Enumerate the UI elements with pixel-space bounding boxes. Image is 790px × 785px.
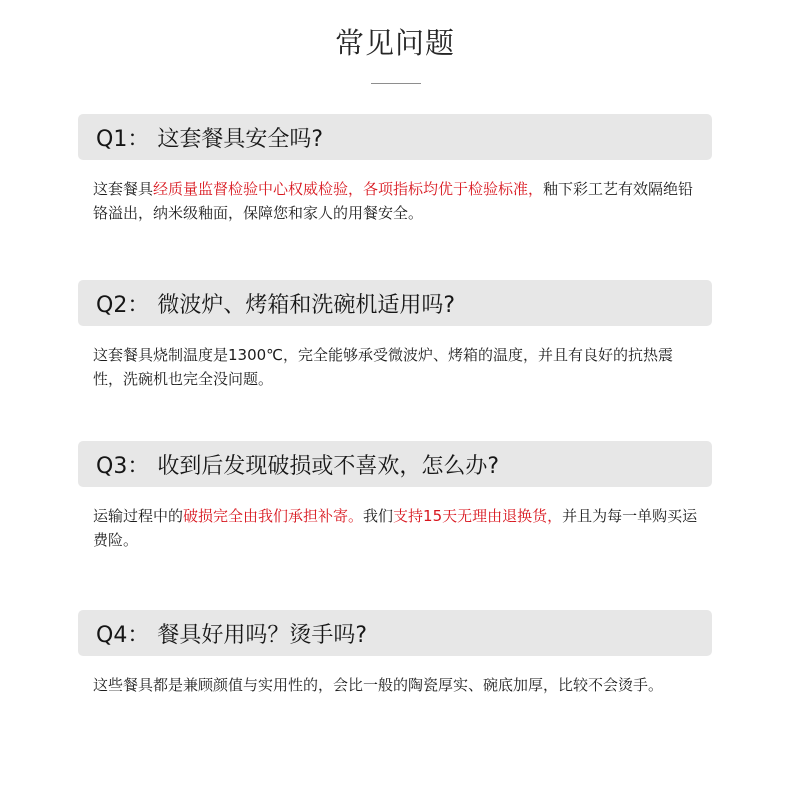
question-text: 微波炉、烤箱和洗碗机适用吗? (157, 292, 456, 318)
answer-segment: 并且为每一单购买运费险。 (93, 507, 698, 549)
answer-highlight: 支持15天无理由退换货， (393, 507, 563, 525)
question-number: Q2： (96, 292, 150, 318)
question-bar (78, 610, 712, 656)
answer-text (93, 504, 699, 552)
question-bar (78, 114, 712, 160)
faq-item-4 (78, 610, 712, 697)
question-bar (78, 441, 712, 487)
faq-item-2 (78, 280, 712, 391)
question-text: 这套餐具安全吗? (157, 126, 324, 152)
answer-segment: 这些餐具都是兼顾颜值与实用性的，会比一般的陶瓷厚实、碗底加厚，比较不会烫手。 (93, 676, 664, 694)
answer-highlight: 经质量监督检验中心权威检验，各项指标均优于检验标准， (153, 180, 544, 198)
answer-segment: 釉下彩工艺有效隔绝铅铬溢出，纳米级釉面，保障您和家人的用餐安全。 (93, 180, 694, 222)
question-number: Q1： (96, 126, 150, 152)
question-number: Q3： (96, 453, 150, 479)
faq-item-3 (78, 441, 712, 552)
answer-text (93, 343, 699, 391)
question-text: 餐具好用吗？烫手吗? (157, 622, 368, 648)
title-divider (371, 83, 421, 84)
answer-highlight: 破损完全由我们承担补寄。 (183, 507, 364, 525)
answer-segment: 运输过程中的 (93, 507, 184, 525)
answer-segment: 我们 (363, 507, 394, 525)
faq-item-1 (78, 114, 712, 225)
page-title: 常见问题 (334, 26, 455, 60)
answer-segment: 这套餐具 (93, 180, 154, 198)
answer-segment: 这套餐具烧制温度是1300℃，完全能够承受微波炉、烤箱的温度，并且有良好的抗热震性，洗碗机也完全没问题。 (93, 346, 674, 388)
question-number: Q4： (96, 622, 150, 648)
answer-text (93, 673, 699, 697)
question-text: 收到后发现破损或不喜欢，怎么办? (157, 453, 500, 479)
question-bar (78, 280, 712, 326)
answer-text (93, 177, 699, 225)
